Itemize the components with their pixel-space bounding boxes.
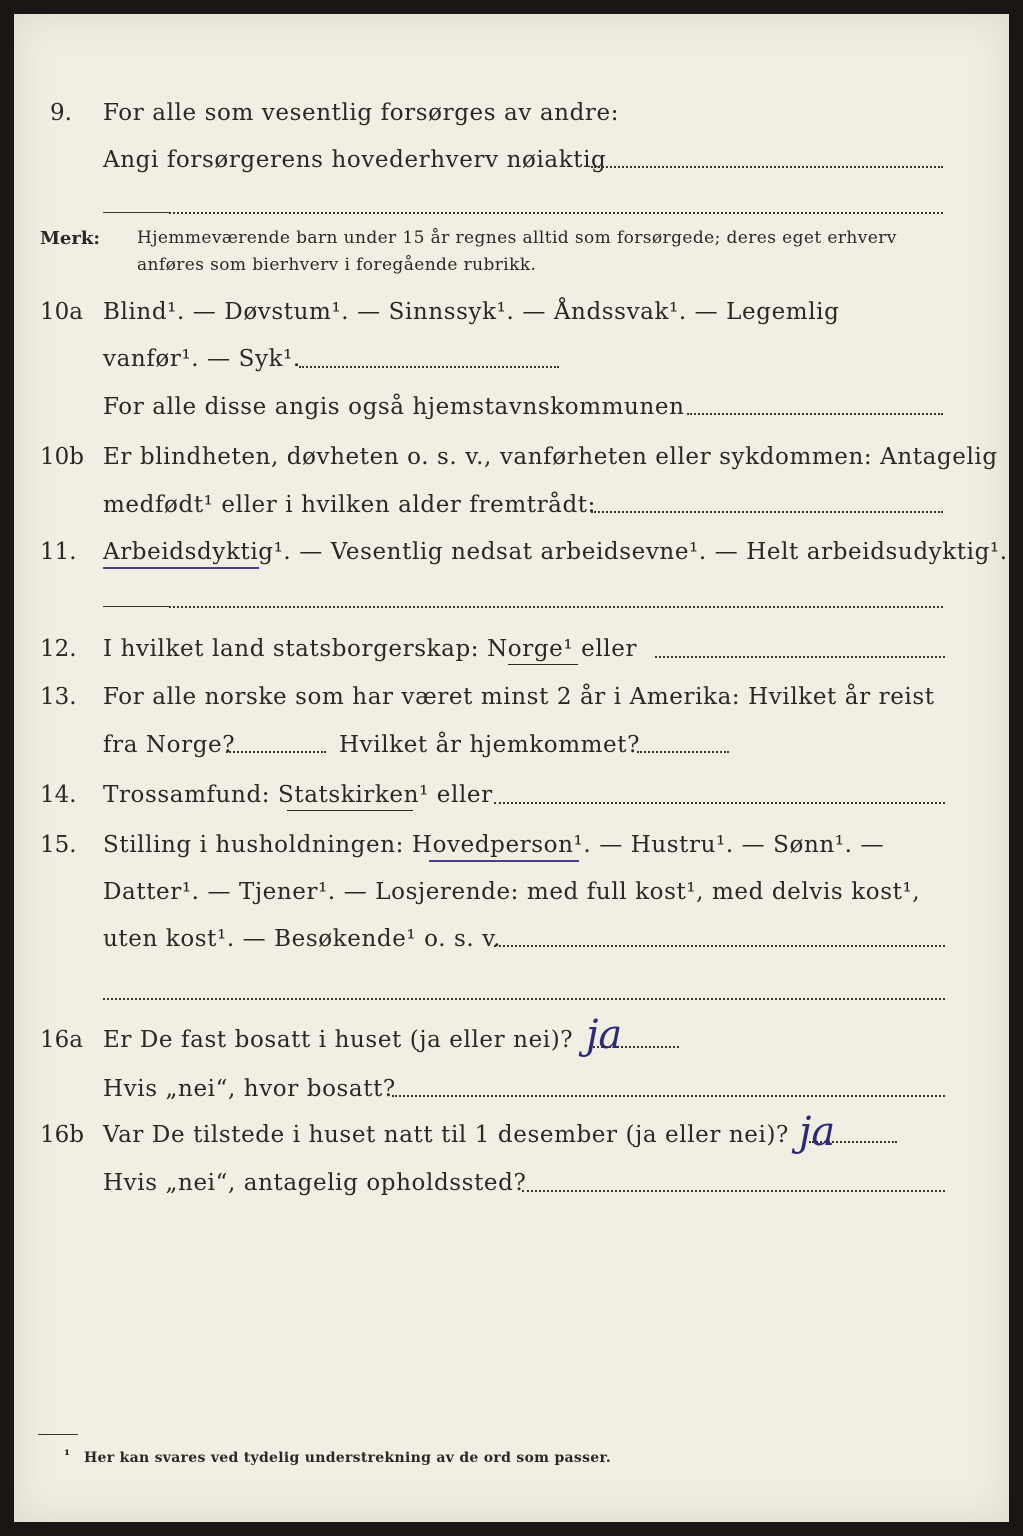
q12-underline <box>508 664 578 665</box>
q12-number: 12. <box>40 636 77 662</box>
q11-number: 11. <box>40 539 77 565</box>
q13-number: 13. <box>40 684 77 710</box>
q10b-answer-line[interactable] <box>591 511 943 513</box>
q9-number: 9. <box>50 100 72 126</box>
q14-option-statskirken[interactable]: Statskirken <box>278 782 420 808</box>
q11-answer-rule <box>103 606 169 607</box>
q10a-question-line2: vanfør¹. — Syk¹. <box>103 346 301 372</box>
q13-year-returned-line[interactable] <box>637 751 729 753</box>
footnote-mark: ¹ <box>64 1448 71 1464</box>
q16b-location-line[interactable] <box>522 1190 945 1192</box>
q16a-question: Er De fast bosatt i huset (ja eller nei)? <box>103 1027 574 1053</box>
q15-other-options: ¹. — Hustru¹. — Sønn¹. — <box>573 832 885 858</box>
q15-answer-line[interactable] <box>494 945 945 947</box>
q12-answer-line[interactable] <box>655 656 945 658</box>
q12-option-norge[interactable]: Norge <box>487 636 564 662</box>
q14-underline <box>287 810 413 811</box>
q14-question <box>103 782 493 808</box>
q11-other-options: ¹. — Vesentlig nedsat arbeidsevne¹. — Helt arbeidsudyktig¹. <box>273 539 1008 565</box>
q16a-number: 16a <box>40 1027 83 1053</box>
q14-label: Trossamfund: <box>103 782 271 808</box>
q15-label: Stilling i husholdningen: <box>103 832 404 858</box>
q16a-location-line[interactable] <box>392 1095 945 1097</box>
q15-question-line3: uten kost¹. — Besøkende¹ o. s. v. <box>103 926 502 952</box>
q10a-answer-line[interactable] <box>299 366 559 368</box>
q16b-question-line2: Hvis „nei“, antagelig opholdssted? <box>103 1170 527 1196</box>
q10a-hometown-line[interactable] <box>687 413 943 415</box>
merk-label: Merk: <box>40 228 100 249</box>
q11-option-arbeidsdyktig[interactable]: Arbeidsdyktig <box>103 539 274 565</box>
q12-label: I hvilket land statsborgerskap: <box>103 636 480 662</box>
q9-answer-line-2[interactable] <box>169 212 943 214</box>
q10b-question: Er blindheten, døvheten o. s. v., vanførheten eller sykdommen: Antagelig <box>103 444 998 470</box>
q9-question-line2: Angi forsørgerens hovederhverv nøiaktig <box>103 147 607 173</box>
merk-note-line1: Hjemmeværende barn under 15 år regnes alltid som forsørgede; deres eget erhverv <box>137 228 897 248</box>
q9-answer-line[interactable] <box>591 166 943 168</box>
q9-answer-rule <box>103 212 169 213</box>
q14-other: ¹ eller <box>419 782 493 808</box>
q14-answer-line[interactable] <box>494 802 945 804</box>
q15-answer-line-2[interactable] <box>103 998 945 1000</box>
q11-answer-line[interactable] <box>169 606 943 608</box>
merk-note-line2: anføres som bierhverv i foregående rubrikk. <box>137 255 537 275</box>
q10b-number: 10b <box>40 444 84 470</box>
q15-number: 15. <box>40 832 77 858</box>
q16b-handwritten-answer[interactable]: ja <box>799 1109 836 1155</box>
q13-year-returned-label: Hvilket år hjemkommet? <box>339 732 641 758</box>
footnote-rule <box>38 1434 78 1435</box>
q15-pen-underline <box>429 860 579 862</box>
q13-year-left-line[interactable] <box>226 751 326 753</box>
q15-question-line2: Datter¹. — Tjener¹. — Losjerende: med full kost¹, med delvis kost¹, <box>103 879 921 905</box>
q11-question <box>103 539 1008 565</box>
q15-option-hovedperson[interactable]: Hovedperson <box>411 832 574 858</box>
q10b-question-line2: medfødt¹ eller i hvilken alder fremtrådt: <box>103 492 596 518</box>
q14-number: 14. <box>40 782 77 808</box>
q11-pen-underline <box>103 567 259 569</box>
q12-question <box>103 636 637 662</box>
footnote-text: Her kan svares ved tydelig understrekning av de ord som passer. <box>84 1450 612 1466</box>
q12-other: ¹ eller <box>563 636 638 662</box>
q10a-question: Blind¹. — Døvstum¹. — Sinnssyk¹. — Åndssvak¹. — Legemlig <box>103 299 840 325</box>
q16b-number: 16b <box>40 1122 84 1148</box>
q9-question: For alle som vesentlig forsørges av andre: <box>103 100 620 126</box>
census-form-page <box>14 14 1009 1522</box>
q15-question <box>103 832 884 858</box>
q10a-question-line3: For alle disse angis også hjemstavnskommunen <box>103 394 685 420</box>
q16a-question-line2: Hvis „nei“, hvor bosatt? <box>103 1076 396 1102</box>
q13-question: For alle norske som har været minst 2 år i Amerika: Hvilket år reist <box>103 684 935 710</box>
q13-year-left-label: fra Norge? <box>103 732 236 758</box>
q16a-handwritten-answer[interactable]: ja <box>586 1012 623 1058</box>
q10a-number: 10a <box>40 299 83 325</box>
q16b-question: Var De tilstede i huset natt til 1 desember (ja eller nei)? <box>103 1122 789 1148</box>
